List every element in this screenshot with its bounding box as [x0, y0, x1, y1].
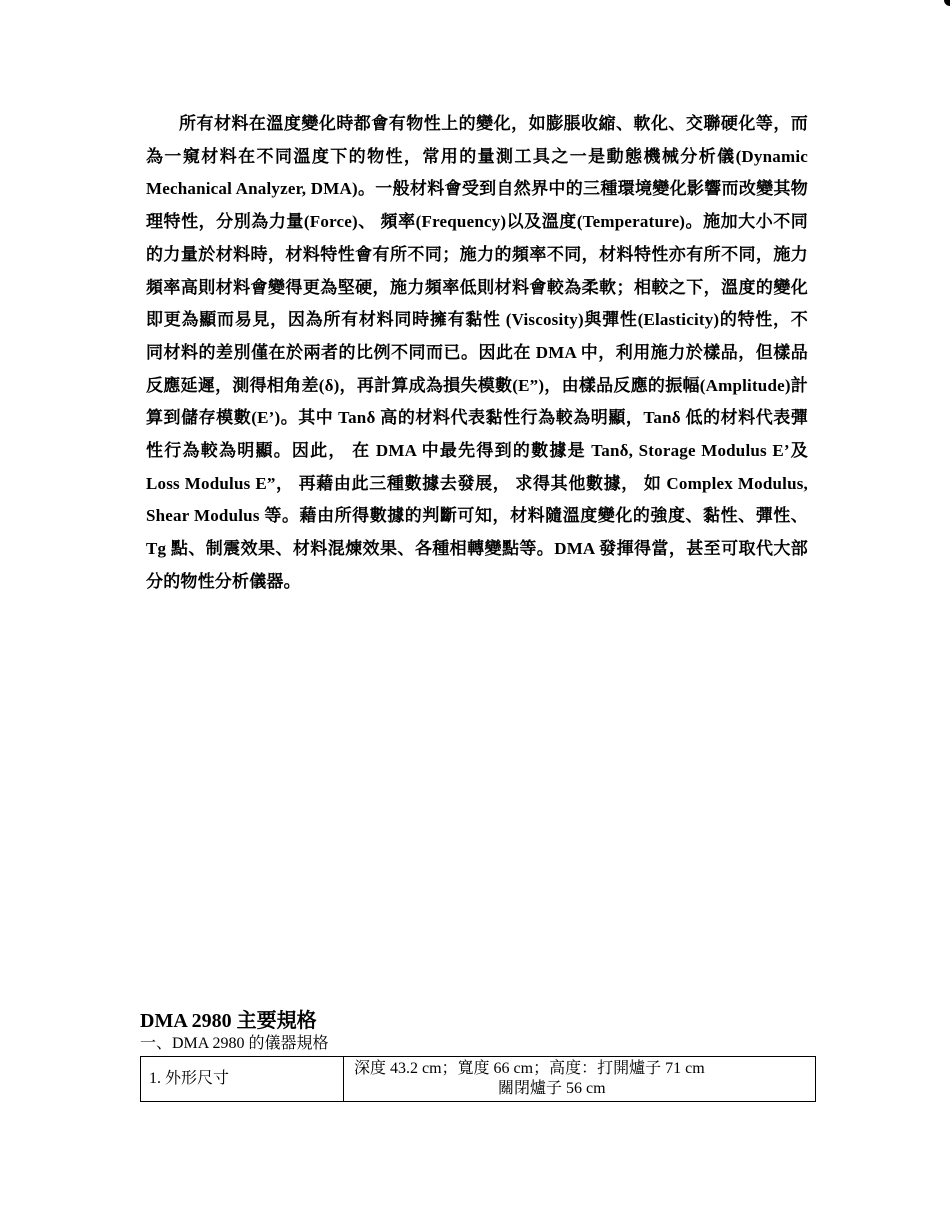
spec-value-line1: 深度 43.2 cm；寬度 66 cm；高度：打開爐子 71 cm	[354, 1060, 705, 1077]
intro-paragraph: 所有材料在溫度變化時都會有物性上的變化，如膨脹收縮、軟化、交聯硬化等，而為一窺材料在不同溫度下的物性，常用的量測工具之一是動態機械分析儀(Dynamic Mechanical Analyzer, DMA)。一般材料會受到自然界中的三種環境變化影響而改變其物理特性，分別為力量(Force)、 頻率(Frequency)以及溫度(Temperature)。施加大小不同的力量於材料時，材料特性會有所不同；施力的頻率不同，材料特性亦有所不同，施力頻率高則材料會變得更為堅硬，施力頻率低則材料會較為柔軟；相較之下，溫度的變化即更為顯而易見，因為所有材料同時擁有黏性 (Viscosity)與彈性(Elasticity)的特性，不同材料的差別僅在於兩者的比例不同而已。因此在 DMA 中，利用施力於樣品，但樣品反應延遲，測得相角差(δ)，再計算成為損失模數(E”)，由樣品反應的振幅(Amplitude)計算到儲存模數(E’)。其中 Tanδ 高的材料代表黏性行為較為明顯，Tanδ 低的材料代表彈性行為較為明顯。因此， 在 DMA 中最先得到的數據是 Tanδ, Storage Modulus E’及 Loss Modulus E”， 再藉由此三種數據去發展， 求得其他數據， 如 Complex Modulus, Shear Modulus 等。藉由所得數據的判斷可知，材料隨溫度變化的強度、黏性、彈性、Tg 點、制震效果、材料混煉效果、各種相轉變點等。DMA 發揮得當，甚至可取代大部分的物性分析儀器。	[146, 114, 808, 591]
spec-section-title: DMA 2980 主要規格	[140, 1010, 317, 1032]
spec-value-cell	[344, 1057, 816, 1102]
page-edge-mark	[944, 0, 950, 6]
spec-value-line2: 關閉爐子 56 cm	[498, 1080, 606, 1097]
spec-table	[140, 1056, 816, 1102]
spec-section-subtitle: 一、DMA 2980 的儀器規格	[140, 1035, 329, 1052]
spec-label-cell: 1. 外形尺寸	[141, 1057, 344, 1102]
table-row	[141, 1057, 816, 1102]
